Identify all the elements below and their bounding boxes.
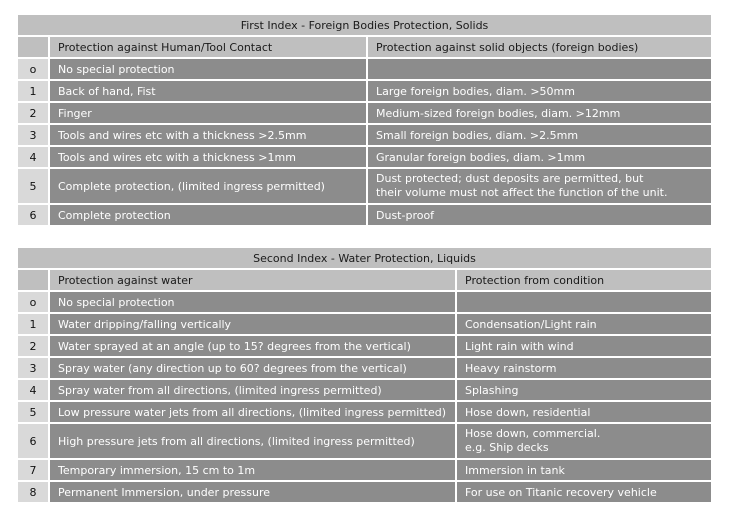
row-condition: Light rain with wind bbox=[457, 336, 711, 356]
table-title-row bbox=[18, 15, 711, 35]
row-index: 4 bbox=[18, 147, 48, 167]
row-water: Temporary immersion, 15 cm to 1m bbox=[50, 460, 455, 480]
header-condition: Protection from condition bbox=[457, 270, 711, 290]
table-row bbox=[18, 424, 711, 458]
table-row bbox=[18, 103, 711, 123]
row-condition: Hose down, commercial. e.g. Ship decks bbox=[457, 424, 711, 458]
row-contact: Back of hand, Fist bbox=[50, 81, 366, 101]
row-index: 7 bbox=[18, 460, 48, 480]
row-index: 2 bbox=[18, 336, 48, 356]
row-index: 5 bbox=[18, 402, 48, 422]
table-row bbox=[18, 402, 711, 422]
table-title: Second Index - Water Protection, Liquids bbox=[18, 248, 711, 268]
row-condition: Heavy rainstorm bbox=[457, 358, 711, 378]
row-condition: Splashing bbox=[457, 380, 711, 400]
table-title-row bbox=[18, 248, 711, 268]
row-index: 1 bbox=[18, 314, 48, 334]
row-contact: Complete protection, (limited ingress permitted) bbox=[50, 169, 366, 203]
table-row bbox=[18, 292, 711, 312]
row-objects: Small foreign bodies, diam. >2.5mm bbox=[368, 125, 711, 145]
row-contact: Tools and wires etc with a thickness >1mm bbox=[50, 147, 366, 167]
table-row bbox=[18, 205, 711, 225]
liquids-protection-table bbox=[16, 246, 713, 504]
row-index: 8 bbox=[18, 482, 48, 502]
solids-protection-table bbox=[16, 13, 713, 227]
row-objects: Granular foreign bodies, diam. >1mm bbox=[368, 147, 711, 167]
row-index: 6 bbox=[18, 424, 48, 458]
row-water: No special protection bbox=[50, 292, 455, 312]
row-water: Water dripping/falling vertically bbox=[50, 314, 455, 334]
table-row bbox=[18, 125, 711, 145]
row-index: 1 bbox=[18, 81, 48, 101]
row-water: High pressure jets from all directions, (limited ingress permitted) bbox=[50, 424, 455, 458]
table-row bbox=[18, 358, 711, 378]
table-title: First Index - Foreign Bodies Protection, Solids bbox=[18, 15, 711, 35]
table-row bbox=[18, 169, 711, 203]
row-index: 6 bbox=[18, 205, 48, 225]
row-objects: Dust-proof bbox=[368, 205, 711, 225]
row-index: 5 bbox=[18, 169, 48, 203]
header-human-contact: Protection against Human/Tool Contact bbox=[50, 37, 366, 57]
row-contact: Complete protection bbox=[50, 205, 366, 225]
table-row bbox=[18, 314, 711, 334]
header-water: Protection against water bbox=[50, 270, 455, 290]
row-index: 3 bbox=[18, 125, 48, 145]
header-index bbox=[18, 270, 48, 290]
table-row bbox=[18, 482, 711, 502]
row-water: Spray water (any direction up to 60? degrees from the vertical) bbox=[50, 358, 455, 378]
row-water: Spray water from all directions, (limited ingress permitted) bbox=[50, 380, 455, 400]
row-contact: No special protection bbox=[50, 59, 366, 79]
header-row bbox=[18, 37, 711, 57]
header-index bbox=[18, 37, 48, 57]
row-condition: Condensation/Light rain bbox=[457, 314, 711, 334]
row-index: 2 bbox=[18, 103, 48, 123]
header-row bbox=[18, 270, 711, 290]
table-row bbox=[18, 81, 711, 101]
row-objects: Medium-sized foreign bodies, diam. >12mm bbox=[368, 103, 711, 123]
row-index: 3 bbox=[18, 358, 48, 378]
row-objects bbox=[368, 59, 711, 79]
row-contact: Finger bbox=[50, 103, 366, 123]
row-index: 4 bbox=[18, 380, 48, 400]
row-condition: Hose down, residential bbox=[457, 402, 711, 422]
header-solid-objects: Protection against solid objects (foreign bodies) bbox=[368, 37, 711, 57]
row-water: Permanent Immersion, under pressure bbox=[50, 482, 455, 502]
row-index: o bbox=[18, 292, 48, 312]
row-index: o bbox=[18, 59, 48, 79]
row-condition: For use on Titanic recovery vehicle bbox=[457, 482, 711, 502]
row-objects: Large foreign bodies, diam. >50mm bbox=[368, 81, 711, 101]
table-row bbox=[18, 460, 711, 480]
table-row bbox=[18, 147, 711, 167]
row-objects: Dust protected; dust deposits are permitted, but their volume must not affect the function of the unit. bbox=[368, 169, 711, 203]
table-row bbox=[18, 59, 711, 79]
row-water: Low pressure water jets from all directions, (limited ingress permitted) bbox=[50, 402, 455, 422]
row-condition bbox=[457, 292, 711, 312]
row-contact: Tools and wires etc with a thickness >2.5mm bbox=[50, 125, 366, 145]
row-condition: Immersion in tank bbox=[457, 460, 711, 480]
table-row bbox=[18, 380, 711, 400]
table-row bbox=[18, 336, 711, 356]
row-water: Water sprayed at an angle (up to 15? degrees from the vertical) bbox=[50, 336, 455, 356]
